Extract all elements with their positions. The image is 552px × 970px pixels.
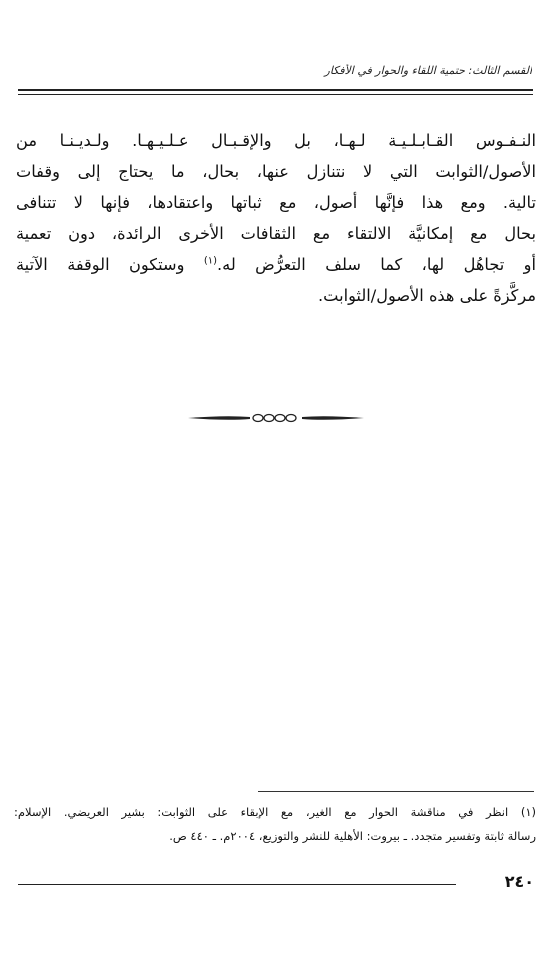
footnote-line: (١) انظر في مناقشة الحوار مع الغير، مع الإبقاء على الثوابت: بشير العريضي. الإسلام:: [14, 805, 536, 819]
page-number: ٢٤٠: [504, 872, 534, 891]
footnotes: [14, 800, 536, 848]
body-line-tail: وستكون الوقفة الآتية: [16, 255, 185, 274]
section-divider-ornament: [186, 410, 366, 426]
body-line: النـفـوس القـابـلـيـة لـهـا، بل والإقـبـال عـلـيـهـا. ولـديـنـا من: [16, 131, 536, 150]
body-line-start: أو تجاهُل لها، كما سلف التعرُّض له.: [217, 255, 536, 274]
footer-rule: [18, 884, 456, 885]
body-text: [16, 125, 536, 311]
body-line: تالية. ومع هذا فإنَّها أصول، مع ثباتها واعتقادها، فإنها لا تتنافى: [16, 193, 536, 212]
running-header: القسم الثالث: حتمية اللقاء والحوار في الأفكار: [324, 64, 532, 77]
body-line: الأصول/الثوابت التي لا نتنازل عنها، بحال، ما يحتاج إلى وقفات: [16, 162, 536, 181]
body-line: مركَّزةً على هذه الأصول/الثوابت.: [318, 286, 536, 305]
body-line: [16, 249, 536, 280]
footnote-marker: (١): [203, 255, 218, 267]
body-line: بحال مع إمكانيَّة الالتقاء مع الثقافات الأخرى الرائدة، دون تعمية: [16, 224, 536, 243]
header-rule-bottom: [18, 94, 533, 95]
footnote-line: رسالة ثابتة وتفسير متجدد. ـ بيروت: الأهلية للنشر والتوزيع، ٢٠٠٤م. ـ ٤٤٠ ص.: [169, 829, 536, 843]
header-rule-top: [18, 89, 533, 91]
footnote-rule: [258, 791, 534, 792]
